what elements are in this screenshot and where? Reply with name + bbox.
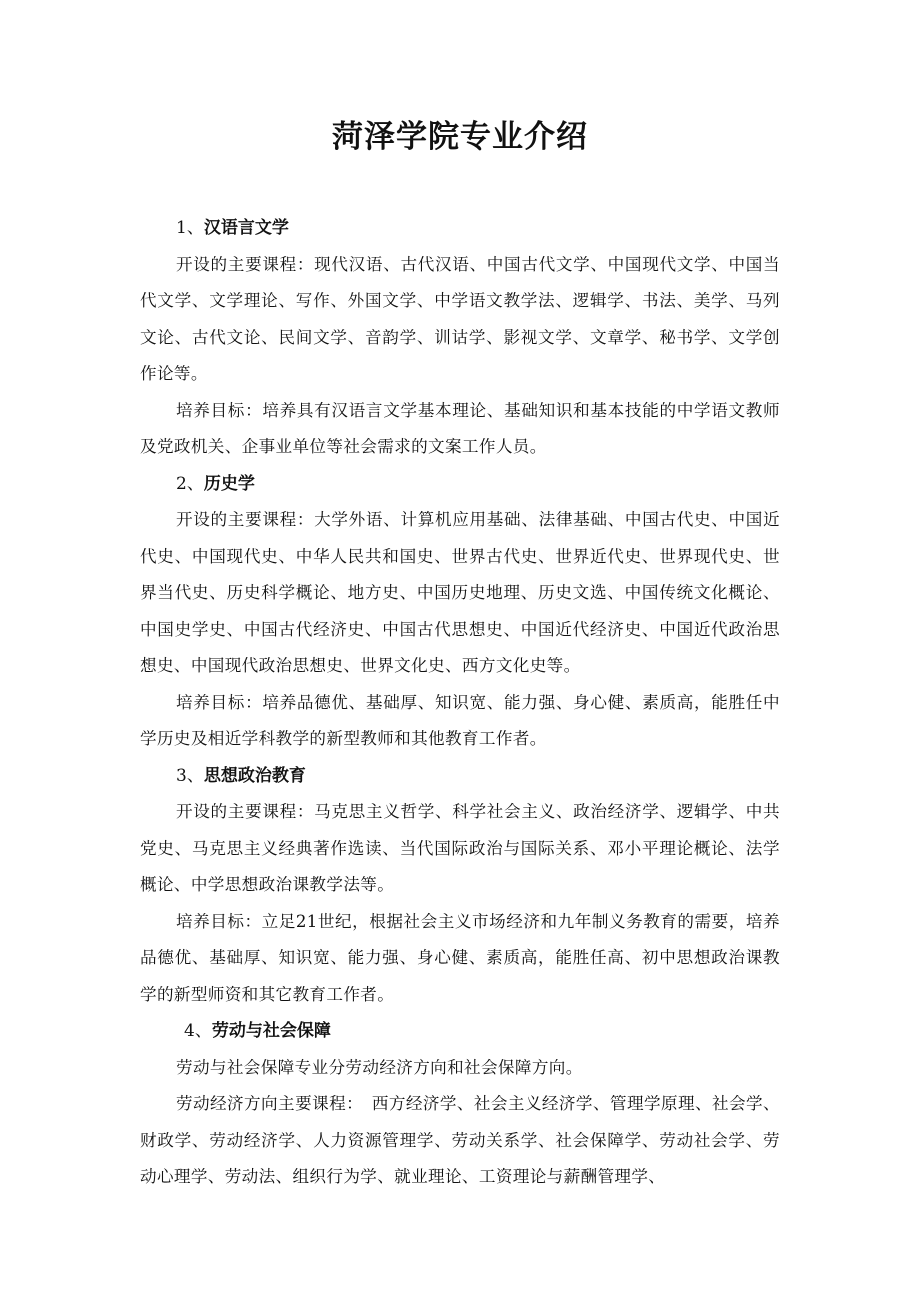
document-body <box>140 210 780 1196</box>
section-paragraph: 开设的主要课程：大学外语、计算机应用基础、法律基础、中国古代史、中国近代史、中国现代史、中华人民共和国史、世界古代史、世界近代史、世界现代史、世界当代史、历史科学概论、地方史、中国历史地理、历史文选、中国传统文化概论、中国史学史、中国古代经济史、中国古代思想史、中国近代经济史、中国近代政治思想史、中国现代政治思想史、世界文化史、西方文化史等。 <box>140 510 780 675</box>
section-heading-history <box>140 466 780 503</box>
section-paragraph: 开设的主要课程：马克思主义哲学、科学社会主义、政治经济学、逻辑学、中共党史、马克思主义经典著作选读、当代国际政治与国际关系、邓小平理论概论、法学概论、中学思想政治课教学法等。 <box>140 802 780 894</box>
section-heading-chinese-literature <box>140 210 780 247</box>
section-paragraph: 开设的主要课程：现代汉语、古代汉语、中国古代文学、中国现代文学、中国当代文学、文学理论、写作、外国文学、中学语文教学法、逻辑学、书法、美学、马列文论、古代文论、民间文学、音韵学、训诂学、影视文学、文章学、秘书学、文学创作论等。 <box>140 254 780 383</box>
section-title: 汉语言文学 <box>203 218 289 238</box>
section-paragraph: 培养目标：培养品德优、基础厚、知识宽、能力强、身心健、素质高，能胜任中学历史及相近学科教学的新型教师和其他教育工作者。 <box>140 692 780 748</box>
section-heading-political-education <box>140 758 780 795</box>
section-number: 4、 <box>184 1021 212 1041</box>
section-paragraph: 劳动与社会保障专业分劳动经济方向和社会保障方向。 <box>176 1057 583 1077</box>
section-title: 思想政治教育 <box>203 765 306 786</box>
section-title: 历史学 <box>203 473 255 494</box>
section-number: 2、 <box>176 473 204 494</box>
section-paragraph: 培养目标：立足21世纪，根据社会主义市场经济和九年制义务教育的需要，培养品德优、基础厚、知识宽、能力强、身心健、素质高，能胜任高、初中思想政治课教学的新型师资和其它教育工作者。 <box>140 911 780 1004</box>
page-title: 菏泽学院专业介绍 <box>332 119 588 155</box>
section-number: 3、 <box>176 765 204 786</box>
section-number: 1、 <box>176 218 204 238</box>
section-heading-labor-social-security <box>140 1013 780 1050</box>
section-paragraph: 培养目标：培养具有汉语言文学基本理论、基础知识和基本技能的中学语文教师及党政机关、企事业单位等社会需求的文案工作人员。 <box>140 400 780 456</box>
section-title: 劳动与社会保障 <box>211 1021 331 1041</box>
section-paragraph: 劳动经济方向主要课程： 西方经济学、社会主义经济学、管理学原理、社会学、财政学、劳动经济学、人力资源管理学、劳动关系学、社会保障学、劳动社会学、劳动心理学、劳动法、组织行为学、就业理论、工资理论与薪酬管理学、 <box>140 1094 780 1186</box>
